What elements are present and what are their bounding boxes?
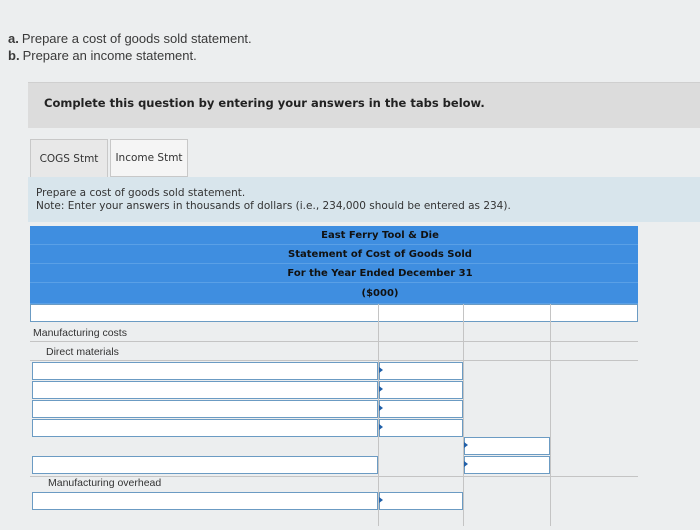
dropdown-indicator-icon [379,367,383,373]
direct-materials-subtotal[interactable] [464,437,550,455]
question-b: b. Prepare an income statement. [8,48,197,63]
direct-materials-item-2-amount[interactable] [379,381,463,399]
tab-instructions: Prepare a cost of goods sold statement. Note: Enter your answers in thousands of dollars (i.e., 234,000 should be entered as 234). [28,177,700,222]
question-list [8,30,252,64]
label-direct-materials: Direct materials [46,346,119,358]
statement-period: For the Year Ended December 31 [30,264,638,283]
label-manufacturing-costs: Manufacturing costs [33,327,127,339]
dropdown-indicator-icon [379,424,383,430]
dropdown-indicator-icon [379,497,383,503]
dropdown-indicator-icon [464,442,468,448]
instruction-banner [28,82,700,128]
tab-income-stmt[interactable]: Income Stmt [110,139,188,177]
overhead-item-1-label[interactable] [32,492,378,510]
banner-text: Complete this question by entering your answers in the tabs below. [44,96,485,110]
column-divider [463,304,464,526]
statement-header-row [30,304,638,322]
direct-labor-label[interactable] [32,456,378,474]
dropdown-indicator-icon [379,386,383,392]
overhead-item-1-amount[interactable] [379,492,463,510]
column-divider [550,304,551,526]
direct-materials-item-3-label[interactable] [32,400,378,418]
row-divider [30,341,638,342]
direct-materials-item-4-amount[interactable] [379,419,463,437]
tab-cogs-stmt[interactable]: COGS Stmt [30,139,108,178]
cogs-statement-table [30,226,638,526]
direct-materials-item-1-label[interactable] [32,362,378,380]
dropdown-indicator-icon [379,405,383,411]
label-manufacturing-overhead: Manufacturing overhead [48,477,162,489]
direct-materials-item-3-amount[interactable] [379,400,463,418]
direct-materials-item-1-amount[interactable] [379,362,463,380]
statement-company: East Ferry Tool & Die [30,226,638,245]
row-divider [30,360,638,361]
direct-materials-item-4-label[interactable] [32,419,378,437]
dropdown-indicator-icon [464,461,468,467]
direct-labor-amount[interactable] [464,456,550,474]
question-a: a. Prepare a cost of goods sold statement. [8,31,252,46]
direct-materials-item-2-label[interactable] [32,381,378,399]
statement-units: ($000) [30,283,638,304]
statement-title: Statement of Cost of Goods Sold [30,245,638,264]
